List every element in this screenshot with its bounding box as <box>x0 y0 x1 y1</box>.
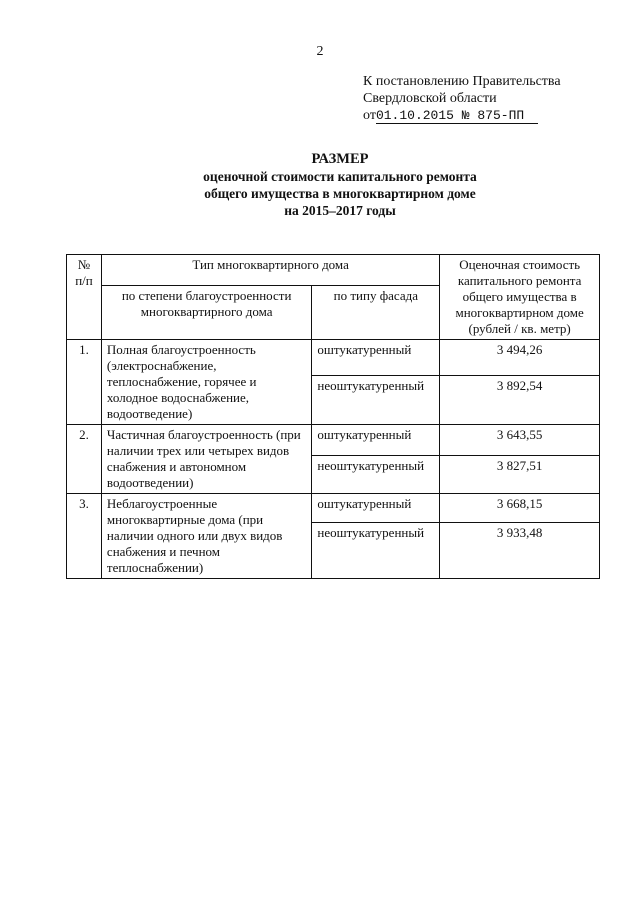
document-title <box>0 151 640 219</box>
row-cost: 3 668,15 <box>440 494 600 523</box>
approval-line-3 <box>363 107 561 124</box>
decree-number: 875-ПП <box>477 108 525 123</box>
header-facade: по типу фасада <box>312 285 440 339</box>
row-facade: оштукатуренный <box>312 425 440 456</box>
row-facade: неоштукатуренный <box>312 456 440 494</box>
row-num: 2. <box>67 425 102 494</box>
approval-line-1: К постановлению Правительства <box>363 74 561 89</box>
approval-block <box>363 73 561 124</box>
header-degree: по степени благоустроенности многоквартирного дома <box>101 285 311 339</box>
row-cost: 3 933,48 <box>440 523 600 579</box>
row-facade: неоштукатуренный <box>312 523 440 579</box>
row-facade: оштукатуренный <box>312 494 440 523</box>
decree-date: 01.10.2015 <box>375 108 454 123</box>
row-degree: Неблагоустроенные многоквартирные дома (при наличии одного или двух видов снабжения и печном теплоснабжении) <box>101 494 311 579</box>
page-number: 2 <box>316 44 324 59</box>
row-degree: Частичная благоустроенность (при наличии трех или четырех видов снабжения и автономном водоотведении) <box>101 425 311 494</box>
row-cost: 3 494,26 <box>440 340 600 376</box>
title-line-1: РАЗМЕР <box>311 151 369 167</box>
row-degree: Полная благоустроенность (электроснабжение, теплоснабжение, горячее и холодное водоснабжение, водоотведение) <box>101 340 311 425</box>
table-header-row <box>67 255 600 286</box>
row-cost: 3 827,51 <box>440 456 600 494</box>
approval-line-2: Свердловской области <box>363 91 497 106</box>
title-line-2: оценочной стоимости капитального ремонта <box>203 169 477 184</box>
number-underline <box>524 108 538 124</box>
title-line-4: на 2015–2017 годы <box>284 203 396 218</box>
number-prefix: № <box>453 108 478 123</box>
row-facade: неоштукатуренный <box>312 376 440 425</box>
date-prefix: от <box>363 108 376 123</box>
table-row <box>67 494 600 523</box>
header-num: № п/п <box>67 255 102 340</box>
cost-table <box>66 254 600 579</box>
row-num: 1. <box>67 340 102 425</box>
row-cost: 3 643,55 <box>440 425 600 456</box>
table-row <box>67 340 600 376</box>
title-line-3: общего имущества в многоквартирном доме <box>204 186 476 201</box>
header-type: Тип многоквартирного дома <box>101 255 439 286</box>
table-row <box>67 425 600 456</box>
row-facade: оштукатуренный <box>312 340 440 376</box>
row-num: 3. <box>67 494 102 579</box>
header-cost: Оценочная стоимость капитального ремонта общего имущества в многоквартирном доме (рублей / кв. метр) <box>440 255 600 340</box>
row-cost: 3 892,54 <box>440 376 600 425</box>
